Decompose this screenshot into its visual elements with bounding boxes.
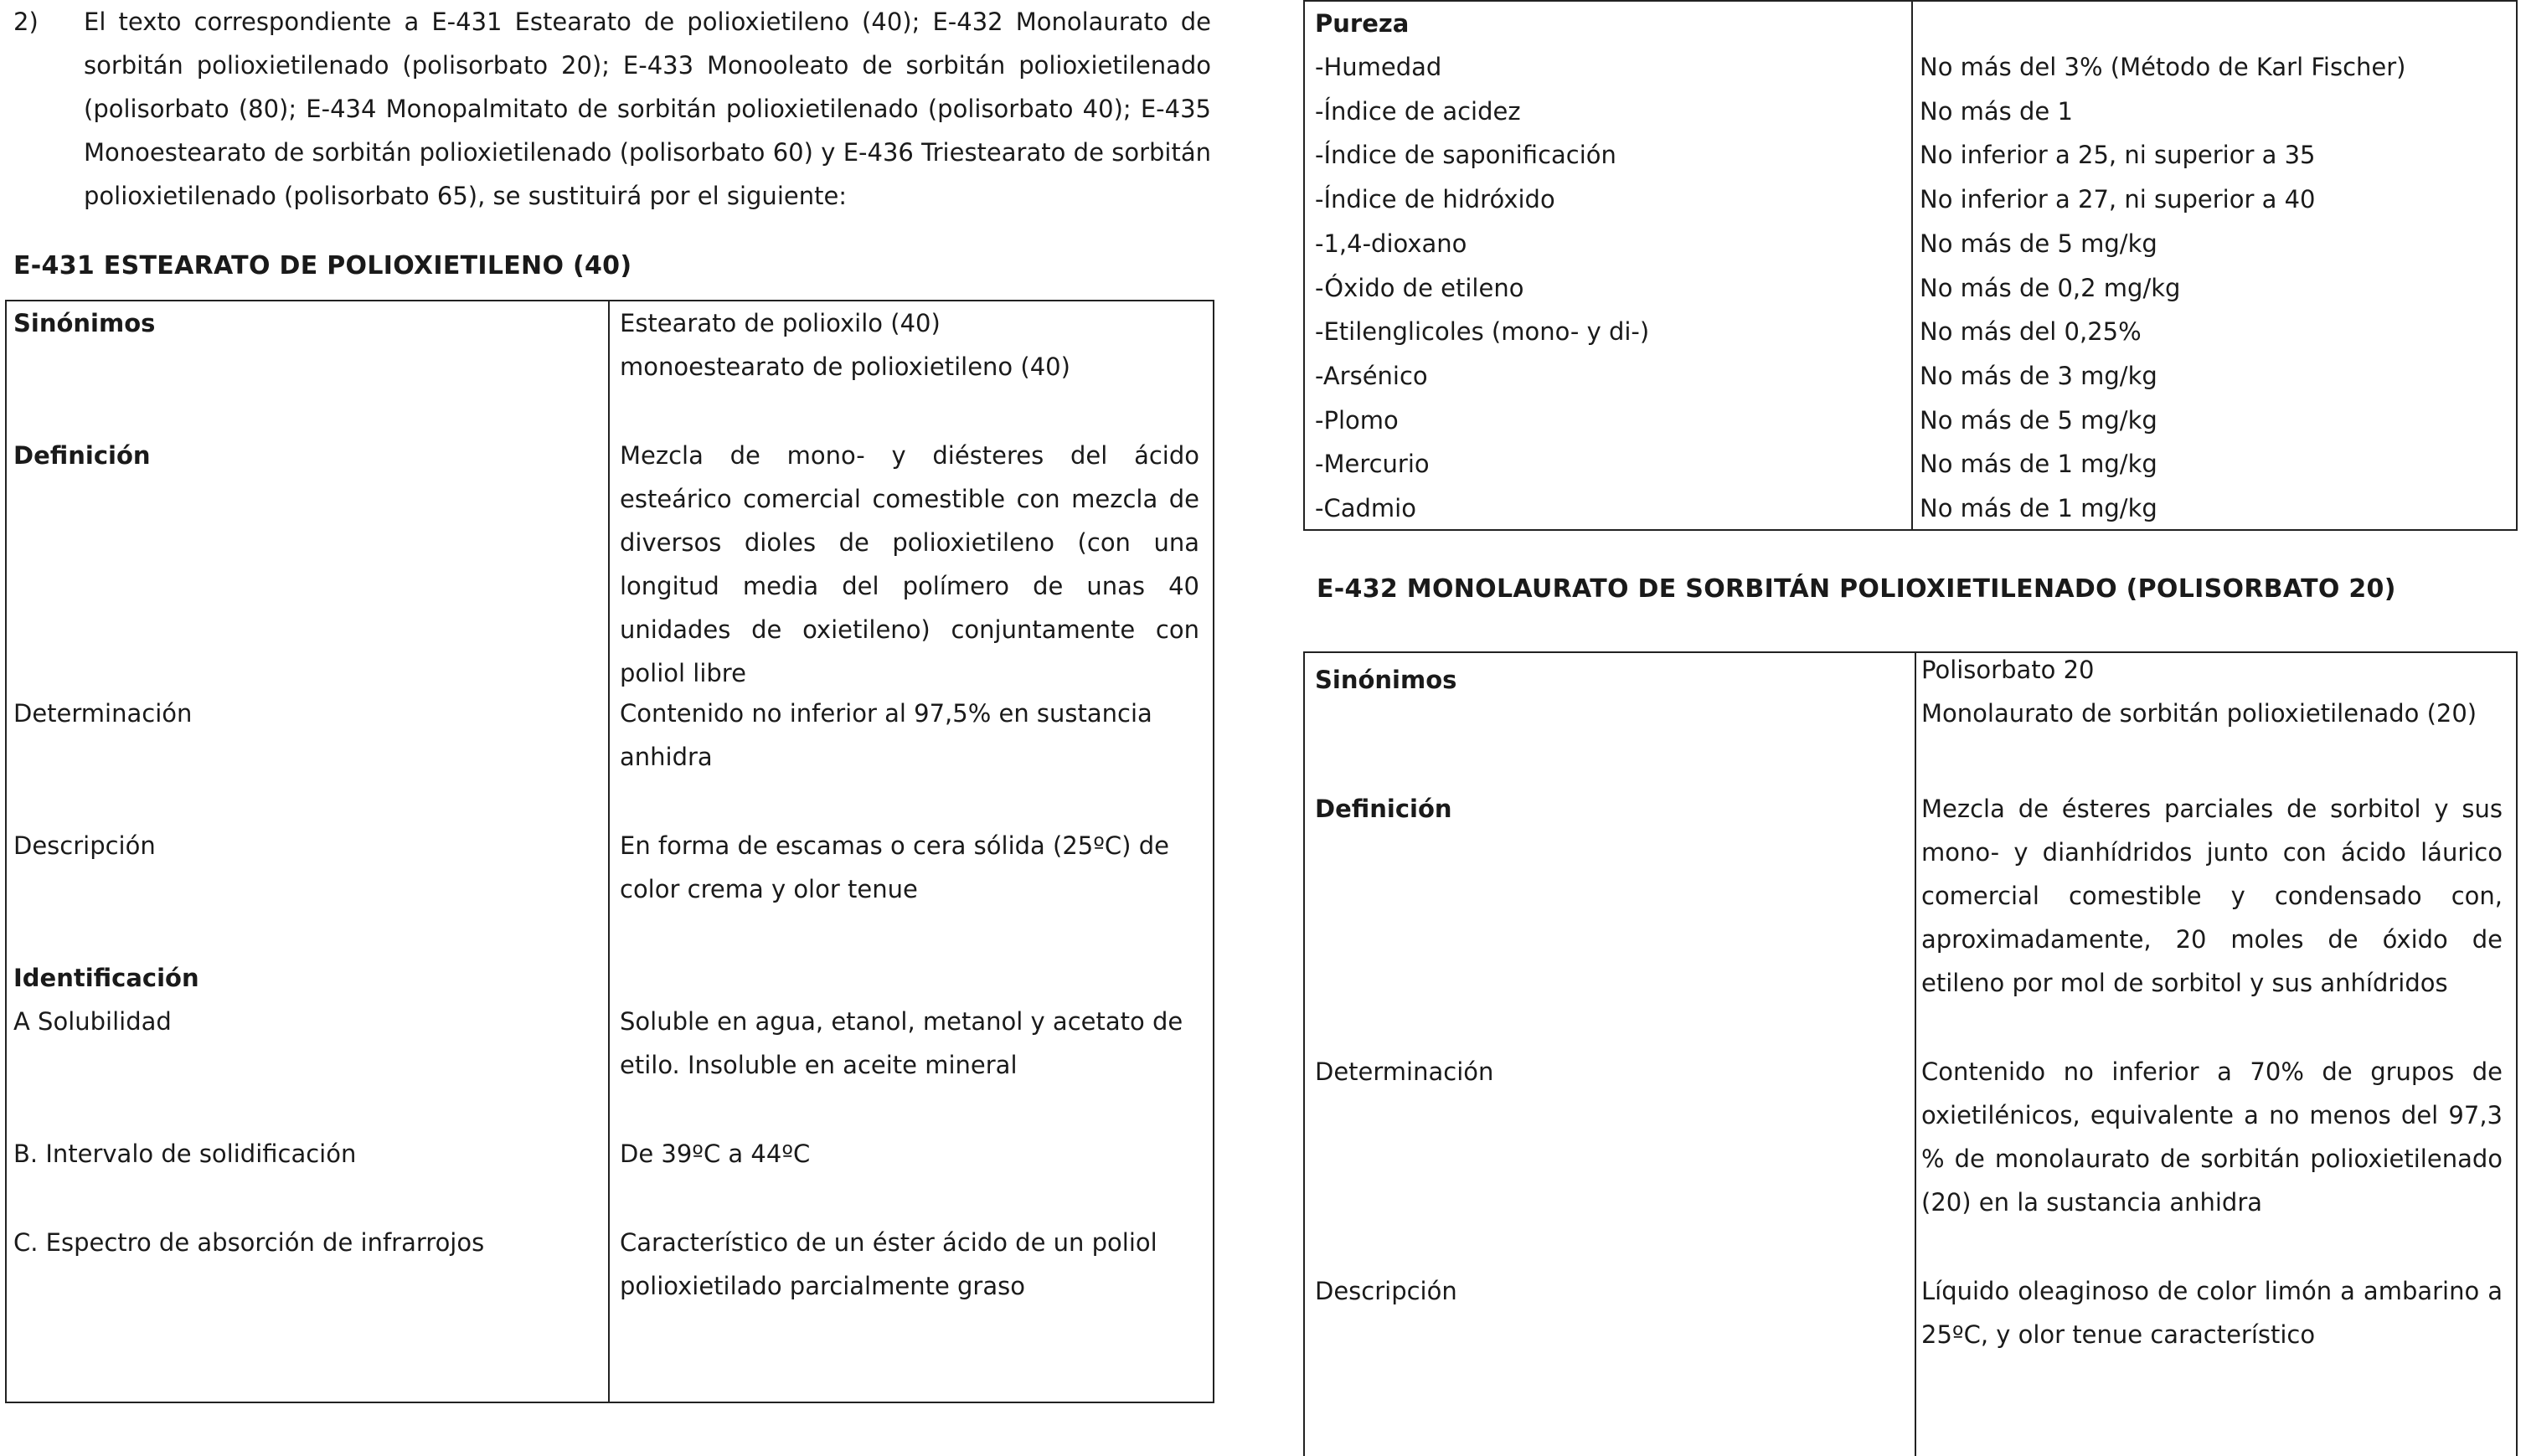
pureza-value: No más de 1 [1920,96,2073,126]
e431-value-infrarrojos: Característico de un éster ácido de un poliol polioxietilado parcialmente graso [620,1228,1157,1300]
pureza-label: -Cadmio [1315,494,1416,522]
pureza-value: No más de 1 mg/kg [1920,494,2157,522]
e431-table [5,300,1214,1403]
e431-label-solubilidad: A Solubilidad [13,1007,172,1036]
pureza-label: -Índice de saponificación [1315,141,1616,170]
e432-label-definicion: Definición [1315,795,1452,823]
pureza-label: -Índice de hidróxido [1315,185,1555,214]
pureza-value: No inferior a 25, ni superior a 35 [1920,141,2316,170]
e432-value-determinacion: Contenido no inferior a 70% de grupos de oxietilénicos, equivalente a no menos del 97,3 % de monolaurato de sorbitán polioxietilenado (20) en la sustancia anhidra [1921,1057,2503,1217]
e432-column-divider [1915,653,1916,1456]
pureza-label: -Plomo [1315,405,1399,435]
pureza-label: -Arsénico [1315,361,1428,390]
e431-value-determinacion: Contenido no inferior al 97,5% en sustancia anhidra [620,699,1152,771]
e431-value-solidificacion: De 39ºC a 44ºC [620,1140,811,1168]
e431-label-identificacion: Identificación [13,964,199,992]
pureza-value: No más de 5 mg/kg [1920,405,2157,435]
e431-label-descripcion: Descripción [13,831,156,860]
e431-label-definicion: Definición [13,441,151,470]
e431-value-definicion: Mezcla de mono- y diésteres del ácido esteárico comercial comestible con mezcla de diversos dioles de polioxietileno (con una longitud media del polímero de unas 40 unidades de oxietileno) conjuntamente con poliol libre [620,441,1199,687]
e432-label-determinacion: Determinación [1315,1057,1494,1086]
e431-label-sinonimos: Sinónimos [13,309,156,337]
intro-text: El texto correspondiente a E-431 Estearato de polioxietileno (40); E-432 Monolaurato de sorbitán polioxietilenado (polisorbato 20); E-433 Monooleato de sorbitán polioxietilenado (polisorbato (80); E-434 Monopalmitato de sorbitán polioxietilenado (polisorbato 40); E-435 Monoestearato de sorbitán polioxietilenado (polisorbato 60) y E-436 Triestearato de sorbitán polioxietilenado (polisorbato 65), se sustituirá por el siguiente: [84,8,1211,210]
e432-label-sinonimos: Sinónimos [1315,666,1457,694]
pureza-column-divider [1911,2,1913,529]
e432-table [1303,651,2518,1456]
pureza-table [1303,0,2518,531]
e431-label-infrarrojos: C. Espectro de absorción de infrarrojos [13,1228,485,1257]
pureza-title-text: Pureza [1315,9,1410,38]
e432-value-descripcion: Líquido oleaginoso de color limón a ambarino a 25ºC, y olor tenue característico [1921,1277,2503,1349]
e431-title: E-431 ESTEARATO DE POLIOXIETILENO (40) [13,251,632,280]
pureza-value: No más de 1 mg/kg [1920,450,2157,479]
pureza-label: -Mercurio [1315,450,1430,479]
e431-label-solidificacion: B. Intervalo de solidificación [13,1140,357,1168]
pureza-value: No más de 5 mg/kg [1920,229,2157,258]
pureza-label: -Humedad [1315,53,1442,81]
e432-value-sinonimos: Polisorbato 20 Monolaurato de sorbitán polioxietilenado (20) [1921,656,2477,728]
pureza-label: -Óxido de etileno [1315,273,1524,302]
pureza-label: -1,4-dioxano [1315,229,1467,258]
pureza-value: No más del 3% (Método de Karl Fischer) [1920,53,2406,81]
intro-number: 2) [13,8,39,36]
e431-label-determinacion: Determinación [13,699,193,728]
pureza-value: No más de 0,2 mg/kg [1920,273,2181,302]
pureza-label: -Índice de acidez [1315,96,1521,126]
pureza-value: No más del 0,25% [1920,317,2142,347]
pureza-value: No inferior a 27, ni superior a 40 [1920,185,2316,214]
e431-value-solubilidad: Soluble en agua, etanol, metanol y acetato de etilo. Insoluble en aceite mineral [620,1007,1183,1079]
e431-value-descripcion: En forma de escamas o cera sólida (25ºC) de color crema y olor tenue [620,831,1169,903]
e432-title: E-432 MONOLAURATO DE SORBITÁN POLIOXIETILENADO (POLISORBATO 20) [1317,574,2396,604]
e432-label-descripcion: Descripción [1315,1277,1457,1305]
pureza-value: No más de 3 mg/kg [1920,361,2157,390]
e432-value-definicion: Mezcla de ésteres parciales de sorbitol y sus mono- y dianhídridos junto con ácido láurico comercial comestible y condensado con, aproximadamente, 20 moles de óxido de etileno por mol de sorbitol y sus anhídridos [1921,795,2503,997]
e431-column-divider [608,301,610,1402]
e431-value-sinonimos: Estearato de polioxilo (40) monoestearato de polioxietileno (40) [620,309,1070,381]
pureza-label: -Etilenglicoles (mono- y di-) [1315,317,1650,347]
